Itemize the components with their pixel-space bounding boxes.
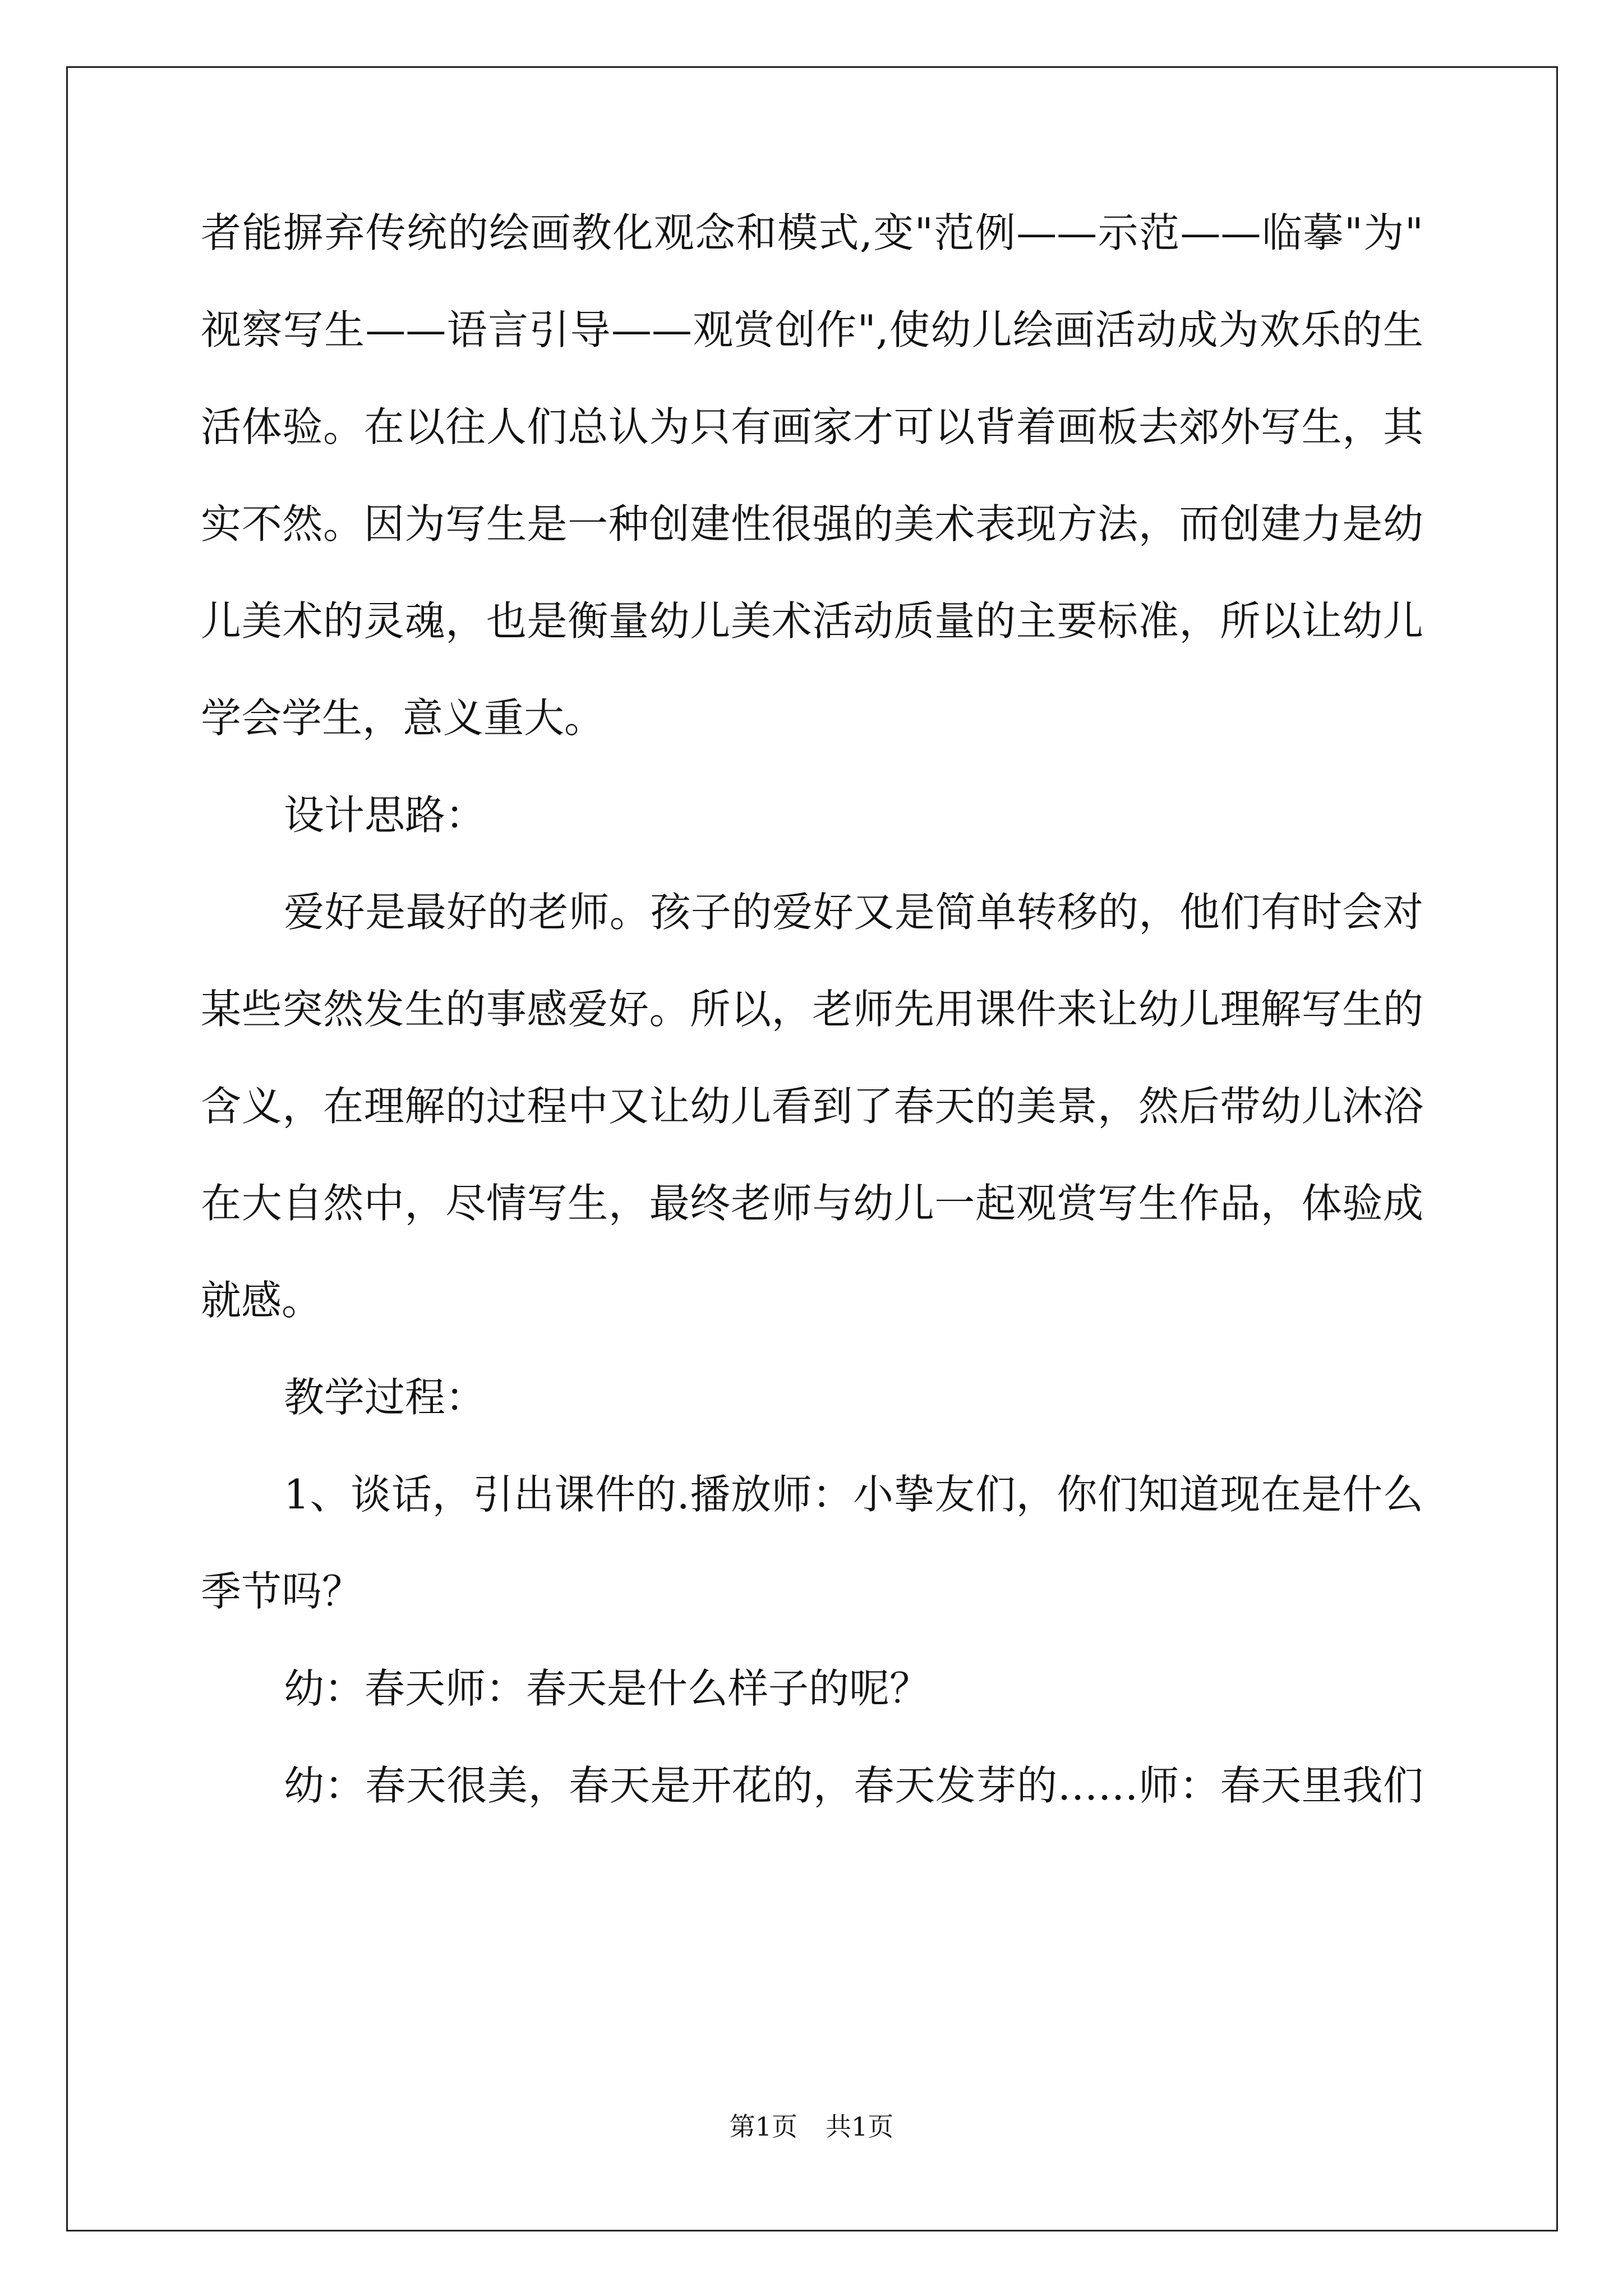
- text-line: 幼：春天很美，春天是开花的，春天发芽的……师：春天里我们: [284, 1762, 1423, 1809]
- page-total: 共1页: [826, 2111, 894, 2142]
- text-line: 季节吗？: [201, 1568, 363, 1615]
- page-border: [66, 66, 1558, 2231]
- text-line: 者能摒弃传统的绘画教化观念和模式,变"范例——示范——临摹"为": [201, 209, 1423, 256]
- text-line: 活体验。在以往人们总认为只有画家才可以背着画板去郊外写生，其: [201, 403, 1423, 450]
- text-line: 儿美术的灵魂，也是衡量幼儿美术活动质量的主要标准，所以让幼儿: [201, 597, 1423, 645]
- text-line: 学会学生，意义重大。: [201, 694, 605, 742]
- text-line: 幼：春天师：春天是什么样子的呢？: [284, 1665, 930, 1712]
- text-line: 某些突然发生的事感爱好。所以，老师先用课件来让幼儿理解写生的: [201, 986, 1423, 1033]
- text-line: 就感。: [201, 1277, 322, 1324]
- page-footer: [0, 2106, 1623, 2143]
- text-line: 含义，在理解的过程中又让幼儿看到了春天的美景，然后带幼儿沐浴: [201, 1083, 1423, 1130]
- text-line: 视察写生——语言引导——观赏创作",使幼儿绘画活动成为欢乐的生: [201, 306, 1423, 353]
- section-heading: 教学过程：: [284, 1374, 486, 1421]
- text-line: 实不然。因为写生是一种创建性很强的美术表现方法，而创建力是幼: [201, 500, 1423, 547]
- text-line: 爱好是最好的老师。孩子的爱好又是简单转移的，他们有时会对: [284, 889, 1423, 936]
- text-line: 在大自然中，尽情写生，最终老师与幼儿一起观赏写生作品，体验成: [201, 1180, 1423, 1227]
- section-heading: 设计思路：: [284, 792, 486, 839]
- text-line: 1、谈话，引出课件的.播放师：小挚友们，你们知道现在是什么: [284, 1471, 1423, 1518]
- page-number: 第1页: [729, 2111, 797, 2142]
